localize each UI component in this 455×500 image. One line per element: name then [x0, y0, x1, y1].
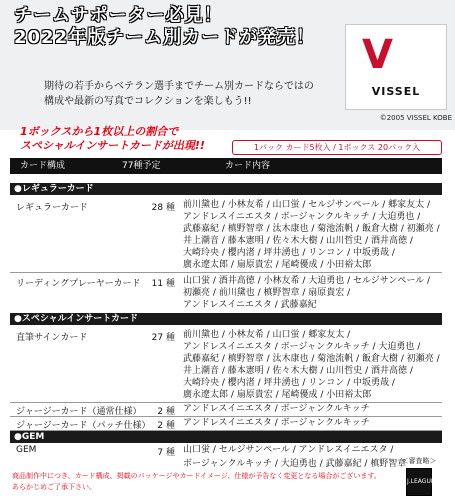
- jleague-logo-icon: J.LEAGUE: [406, 468, 432, 496]
- player-list: アンドレスイニエスタ / ボージャンクルキッチ: [183, 418, 370, 428]
- section-header: ●スペシャルインサートカード: [10, 313, 442, 325]
- table-row: [10, 273, 442, 314]
- title-line-2: 2022年版チーム別カードが発売！: [14, 27, 316, 48]
- card-count: 2 種: [157, 407, 175, 417]
- card-count: 11 種: [151, 279, 175, 289]
- flyer-title: [14, 5, 344, 49]
- section-header: ●レギュラーカード: [10, 183, 442, 195]
- flyer-description: [44, 79, 344, 109]
- team-logo: [345, 24, 447, 110]
- copyright-text: ©2005 VISSEL KOBE: [379, 114, 452, 122]
- section-header: ●GEM: [10, 431, 442, 443]
- player-list: 山口蛍 / セルジサンペール / アンドレスイニエスタ /: [183, 445, 394, 455]
- card-count: 7 種: [157, 448, 175, 458]
- disclaimer: 商品制作中につき、カード構成、掲載のパッケージやカードイメージ、仕様が予告なく変更となる場合がございます。 あらかじめご了承下さい。: [12, 472, 381, 491]
- header-composition: カード構成: [20, 161, 66, 171]
- card-type: ジャージーカード（パッチ仕様）: [16, 421, 151, 431]
- header-contents: カード内容: [225, 161, 271, 171]
- jleague-badge: [396, 456, 442, 496]
- description-line-2: 構成や最新の写真でコレクションを楽しもう!!: [44, 96, 252, 107]
- table-row: [10, 417, 442, 431]
- card-count: 28 種: [151, 203, 175, 213]
- header-panel: [0, 0, 455, 130]
- pack-info-badge: 1パック カード5枚入 / 1ボックス 20パック入: [232, 140, 442, 155]
- card-count: 27 種: [151, 333, 175, 343]
- player-list-continued: ボージャンクルキッチ / 大迫勇也 / 武藤嘉紀 / 槙野智章: [183, 459, 407, 469]
- player-list: 山口蛍 / 酒井高徳 / 小林友希 / 大迫勇也 / セルジサンペール / 初瀬亮 / 前川黛也 / 槙野智章 / 扇原貴宏 / アンドレスイニエスタ / 武藤嘉紀: [183, 276, 431, 310]
- header-planned: 77種予定: [122, 161, 161, 171]
- title-line-1: チームサポーター必見！: [14, 5, 223, 26]
- player-list: 前川黛也 / 小林友希 / 山口蛍 / 郷家友太 / アンドレスイニエスタ / ボージャンクルキッチ / 大迫勇也 / 武藤嘉紀 / 槙野智章 / 汰木康也 / 菊池流帆 / 飯倉大樹 / 初瀬亮 / 井上潮音 / 藤本憲明 / 佐々木大樹 / 山川哲史 / 酒井高徳 / 大崎玲央 / 櫻内渚 / 坪井湧也 / リンコン / 中坂勇哉 / 廣永遼太郎 / 扇原貴宏 / 尾崎優成 / 小田裕太郎: [183, 330, 440, 400]
- player-list: 前川黛也 / 小林友希 / 山口蛍 / セルジサンペール / 郷家友太 / アンドレスイニエスタ / ボージャンクルキッチ / 大迫勇也 / 武藤嘉紀 / 槙野智章 / 汰木康也 / 菊池流帆 / 飯倉大樹 / 初瀬亮 / 井上潮音 / 藤本憲明 / 佐々木大樹 / 山川哲史 / 酒井高徳 / 大崎玲央 / 櫻内渚 / 坪井湧也 / リンコン / 中坂勇哉 / 廣永遼太郎 / 扇原貴宏 / 尾崎優成 / 小田裕太郎: [183, 200, 440, 270]
- table-row: [10, 327, 442, 403]
- card-type: 直筆サインカード: [16, 333, 88, 343]
- table-header: [10, 158, 442, 174]
- card-type: ジャージーカード（通常仕様）: [16, 407, 142, 417]
- description-line-1: 期待の若手からベテラン選手までチーム別カードならではの: [44, 81, 314, 92]
- badge-label: ＜審査略＞: [401, 457, 437, 465]
- card-type: リーディングプレーヤーカード: [16, 279, 141, 289]
- logo-mark: V: [362, 32, 393, 78]
- promo-line-1: 1ボックスから1枚以上の割合で: [20, 125, 179, 138]
- logo-wordmark: VISSEL: [371, 85, 421, 98]
- card-type: レギュラーカード: [16, 203, 88, 213]
- promo-line-2: スペシャルインサートカードが出現!!: [20, 139, 205, 152]
- table-row: [10, 197, 442, 273]
- player-list: アンドレスイニエスタ / ボージャンクルキッチ: [183, 404, 370, 414]
- card-type: GEM: [16, 445, 37, 455]
- promo-ribbon: [20, 125, 250, 153]
- table-row: [10, 403, 442, 417]
- card-count: 2 種: [157, 421, 175, 431]
